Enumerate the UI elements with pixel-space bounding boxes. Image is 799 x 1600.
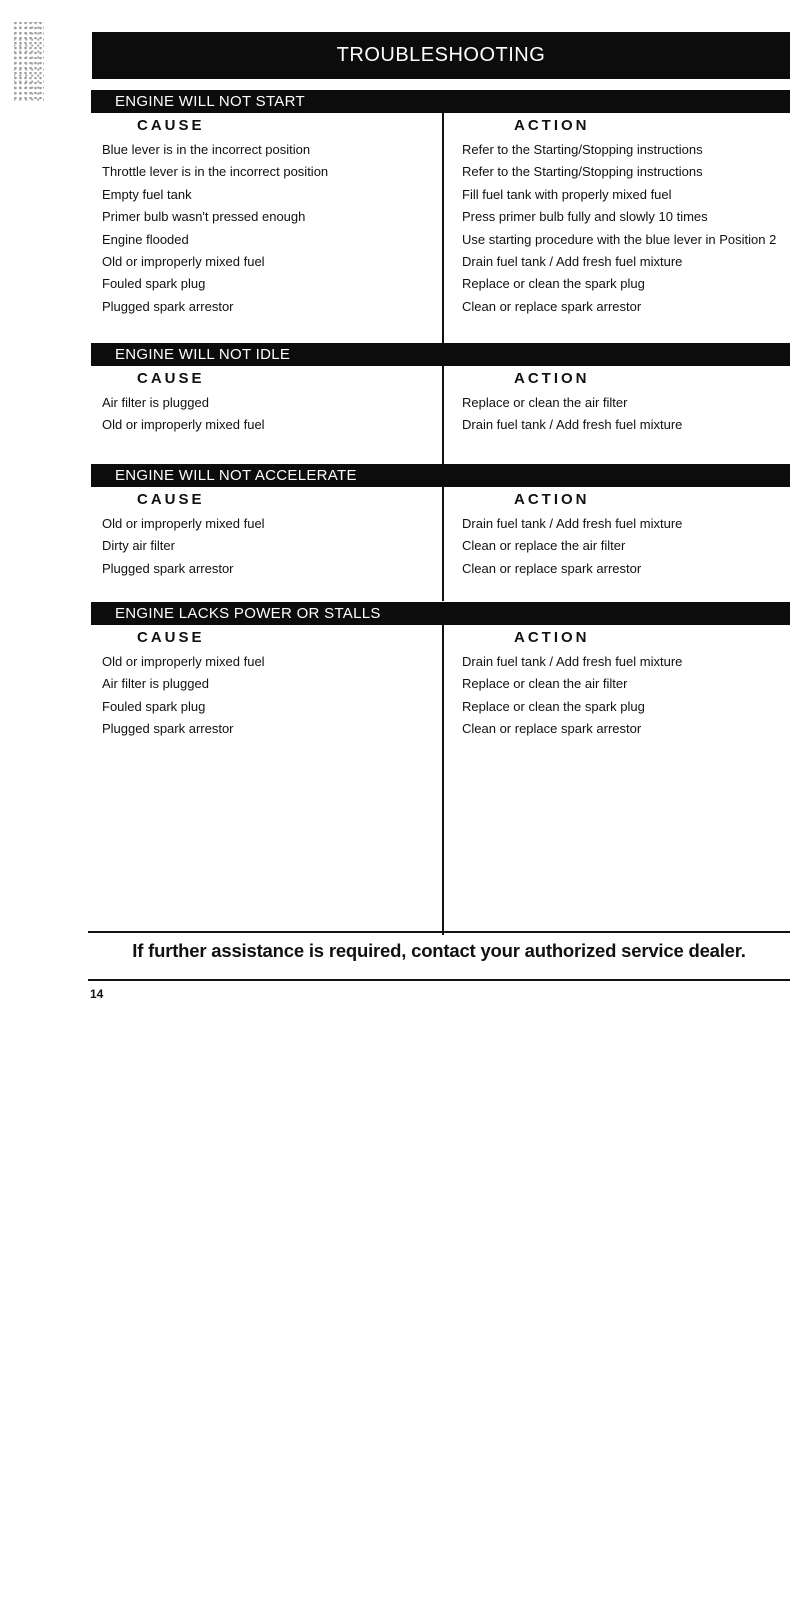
cause-row: Empty fuel tank (102, 186, 192, 202)
cause-row: Plugged spark arrestor (102, 721, 234, 737)
cause-column (102, 487, 437, 580)
section-body (91, 487, 790, 601)
section-engine-will-not-start (91, 90, 790, 343)
cause-row: Old or improperly mixed fuel (102, 654, 265, 669)
action-row: Press primer bulb fully and slowly 10 times (462, 209, 708, 225)
action-row: Use starting procedure with the blue lever in Position 2 (462, 231, 777, 247)
action-row: Clean or replace the air filter (462, 538, 626, 554)
action-heading: ACTION (514, 370, 590, 387)
action-heading: ACTION (514, 629, 590, 646)
column-divider (442, 625, 444, 935)
cause-row: Air filter is plugged (102, 395, 209, 410)
action-row: Replace or clean the air filter (462, 395, 628, 410)
page-title: TROUBLESHOOTING (92, 32, 790, 79)
section-header: ENGINE WILL NOT START (91, 90, 790, 113)
section-header: ENGINE WILL NOT IDLE (91, 343, 790, 366)
section-engine-will-not-idle (91, 343, 790, 464)
column-divider (442, 366, 444, 464)
action-row: Drain fuel tank / Add fresh fuel mixture (462, 516, 683, 531)
action-row: Drain fuel tank / Add fresh fuel mixture (462, 253, 683, 269)
action-row: Drain fuel tank / Add fresh fuel mixture (462, 654, 683, 669)
section-body (91, 113, 790, 343)
section-body (91, 366, 790, 464)
cause-row: Throttle lever is in the incorrect position (102, 164, 329, 180)
cause-heading: CAUSE (137, 491, 205, 508)
cause-column (102, 366, 437, 437)
action-row: Clean or replace spark arrestor (462, 298, 642, 314)
action-heading: ACTION (514, 117, 590, 134)
action-row: Replace or clean the spark plug (462, 276, 645, 292)
section-engine-will-not-accelerate (91, 464, 790, 601)
section-body (91, 625, 790, 935)
action-column (462, 366, 787, 437)
section-header: ENGINE WILL NOT ACCELERATE (91, 464, 790, 487)
cause-row: Plugged spark arrestor (102, 298, 234, 314)
cause-row: Air filter is plugged (102, 676, 209, 692)
cause-row: Old or improperly mixed fuel (102, 417, 265, 433)
section-header: ENGINE LACKS POWER OR STALLS (91, 602, 790, 625)
cause-heading: CAUSE (137, 117, 205, 134)
column-divider (442, 487, 444, 601)
cause-row: Primer bulb wasn't pressed enough (102, 209, 306, 225)
column-divider (442, 113, 444, 343)
cause-heading: CAUSE (137, 370, 205, 387)
cause-row: Old or improperly mixed fuel (102, 516, 265, 531)
cause-heading: CAUSE (137, 629, 205, 646)
page-number: 14 (90, 987, 104, 1001)
action-column (462, 113, 787, 318)
cause-row: Blue lever is in the incorrect position (102, 142, 311, 157)
action-column (462, 625, 787, 741)
section-engine-lacks-power-or-stalls (91, 602, 790, 935)
action-column (462, 487, 787, 580)
cause-column (102, 113, 437, 318)
action-row: Replace or clean the air filter (462, 676, 628, 692)
action-row: Refer to the Starting/Stopping instructions (462, 142, 703, 157)
action-row: Clean or replace spark arrestor (462, 721, 642, 737)
scan-speckle (14, 22, 44, 102)
cause-row: Plugged spark arrestor (102, 560, 234, 576)
action-heading: ACTION (514, 491, 590, 508)
cause-row: Engine flooded (102, 231, 189, 247)
footer-rule (88, 979, 790, 981)
cause-column (102, 625, 437, 741)
action-row: Replace or clean the spark plug (462, 698, 645, 714)
action-row: Clean or replace spark arrestor (462, 560, 642, 576)
action-row: Fill fuel tank with properly mixed fuel (462, 186, 672, 202)
cause-row: Fouled spark plug (102, 698, 206, 714)
table-bottom-rule (88, 931, 790, 933)
footer-note: If further assistance is required, contact your authorized service dealer. (132, 940, 746, 961)
action-row: Drain fuel tank / Add fresh fuel mixture (462, 417, 683, 433)
cause-row: Old or improperly mixed fuel (102, 253, 265, 269)
cause-row: Fouled spark plug (102, 276, 206, 292)
cause-row: Dirty air filter (102, 538, 175, 554)
action-row: Refer to the Starting/Stopping instructions (462, 164, 703, 180)
